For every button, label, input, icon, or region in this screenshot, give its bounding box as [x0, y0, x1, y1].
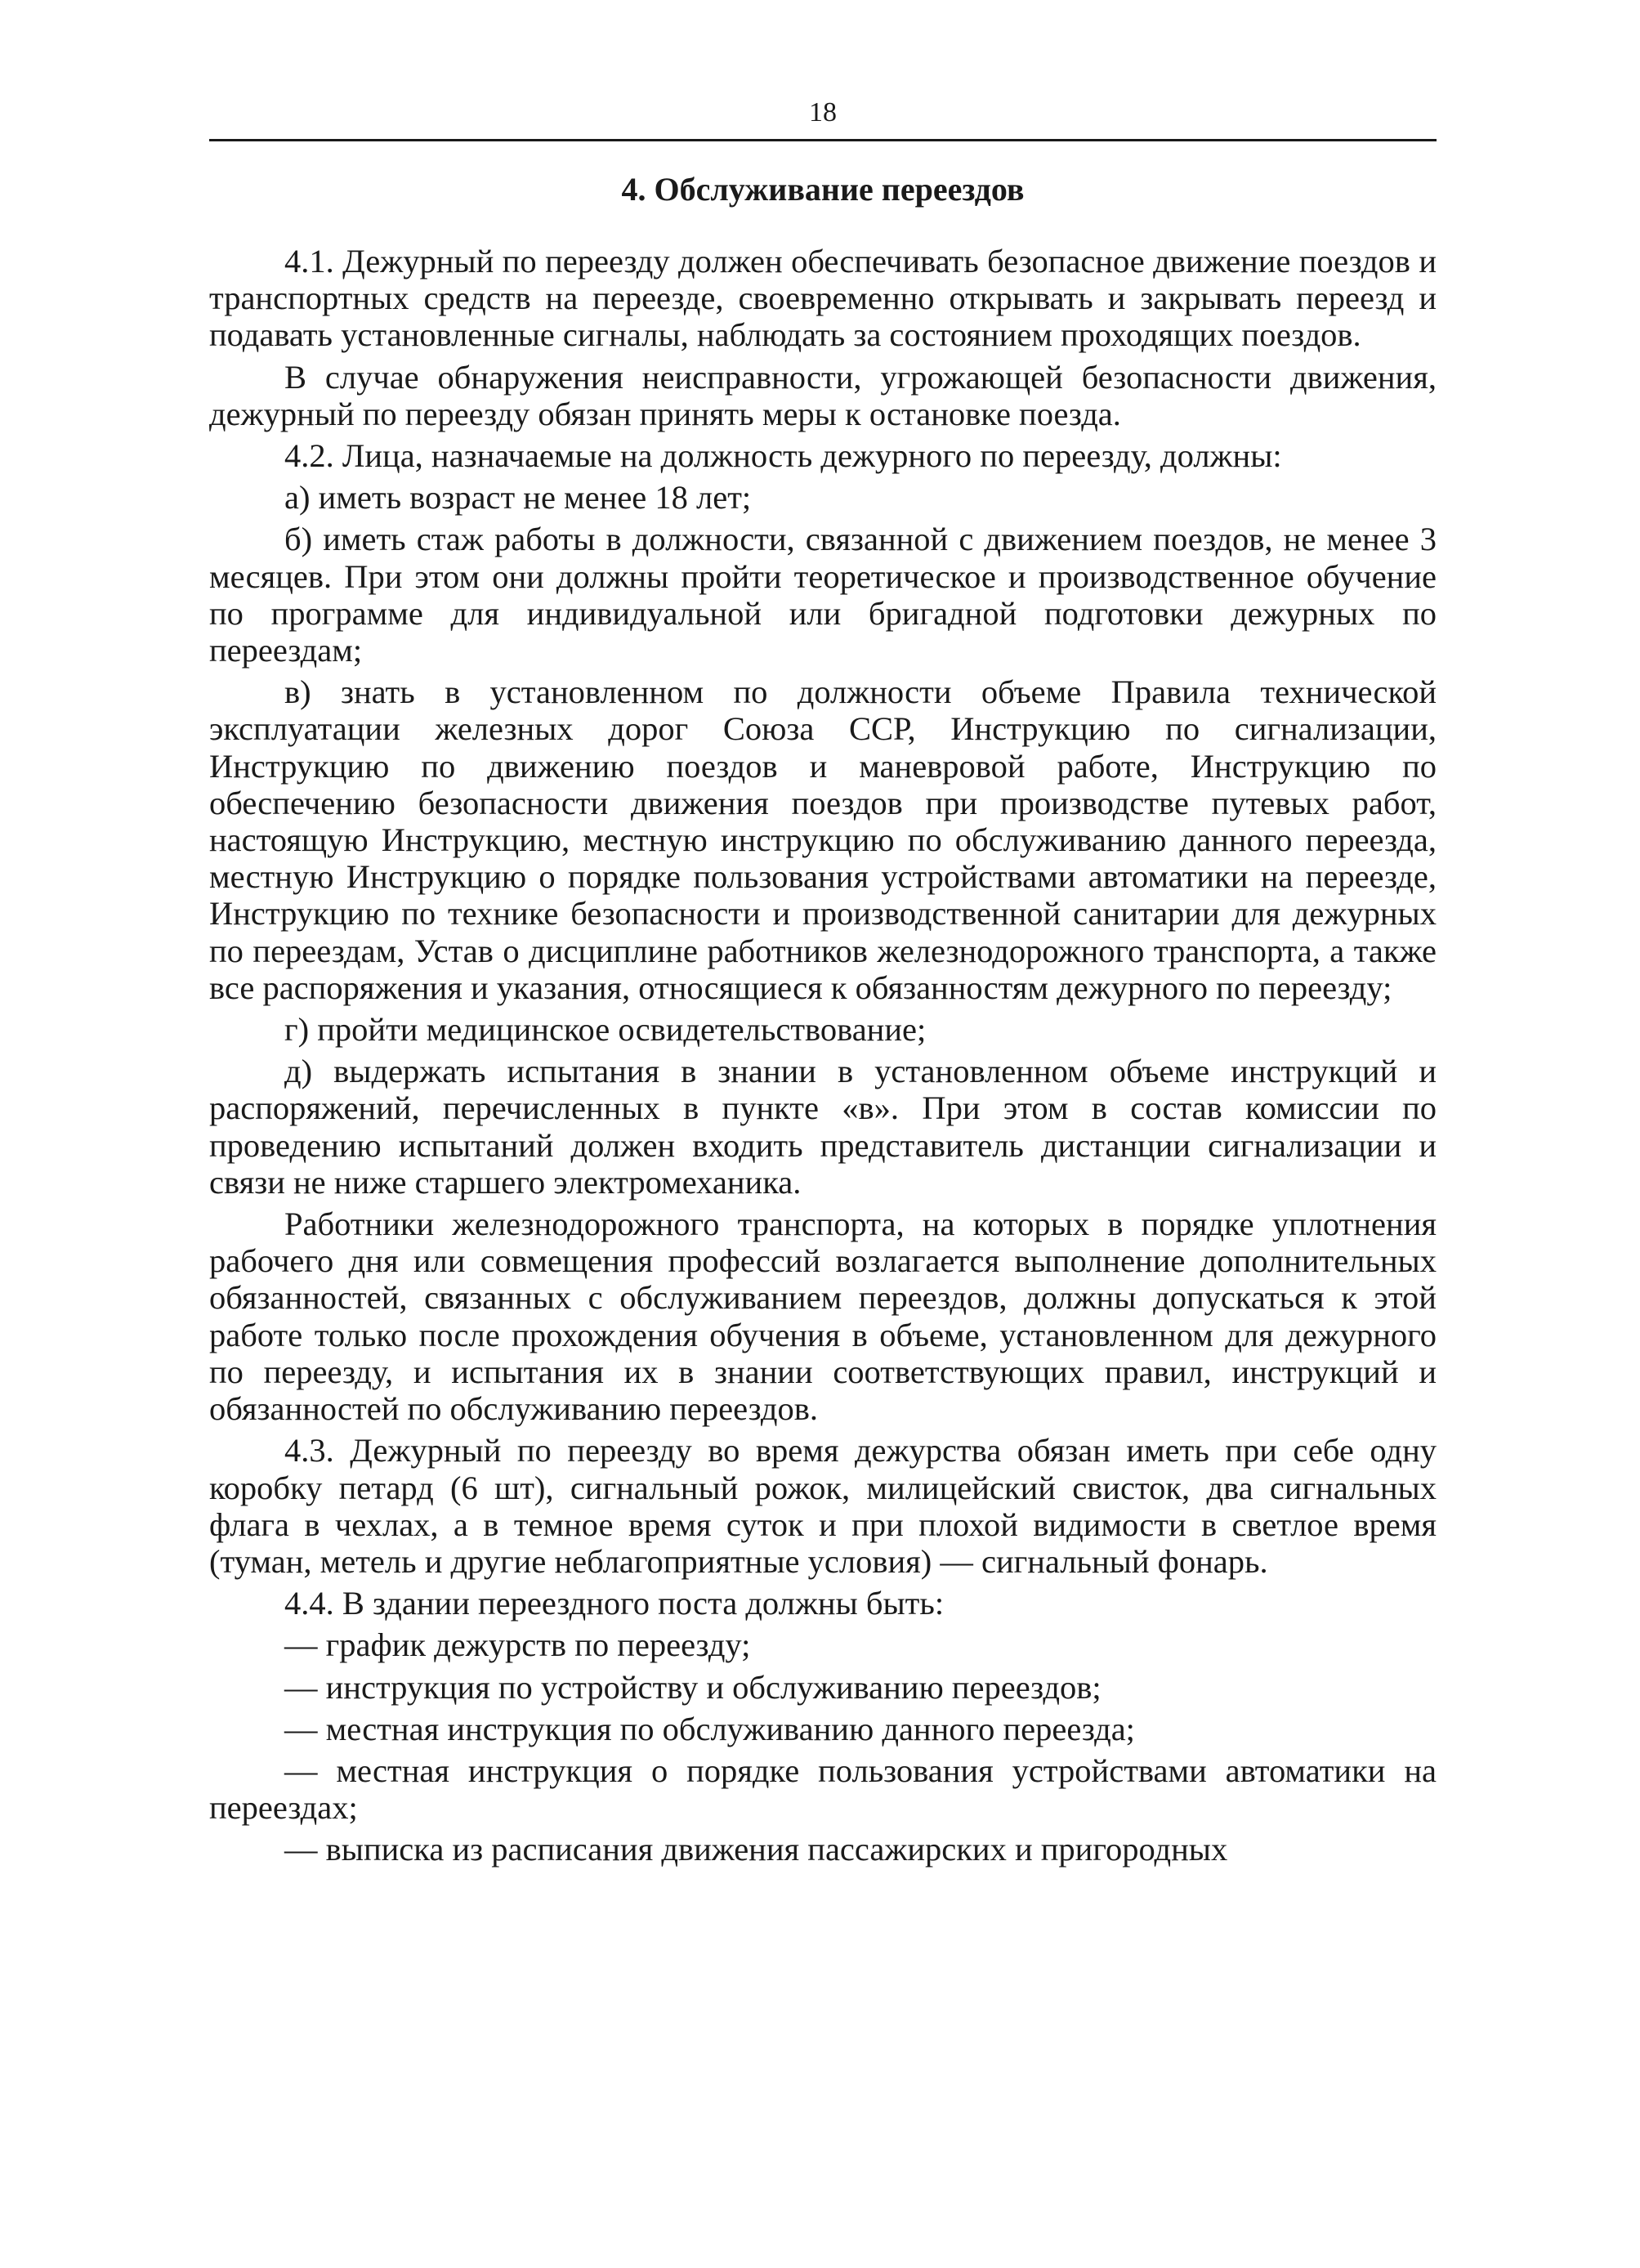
list-item-d: д) выдержать испытания в знании в установленном объеме инструкций и распоряжений, перечисленных в пункте «в». При этом в состав комиссии по проведению испытаний должен входить представитель дистанции сигнализации и связи не ниже старшего электромеханика.	[209, 1053, 1437, 1201]
list-item-b: б) иметь стаж работы в должности, связанной с движением поездов, не менее 3 месяцев. При этом они должны пройти теоретическое и производственное обучение по программе для индивидуальной или бригадной подготовки дежурных по переездам;	[209, 521, 1437, 669]
list-item-g: г) пройти медицинское освидетельствование;	[284, 1011, 927, 1049]
paragraph-4-3: 4.3. Дежурный по переезду во время дежурства обязан иметь при себе одну коробку петард (6 шт), сигнальный рожок, милицейский свисток, два сигнальных флага в чехлах, а в темное время суток и при плохой видимости в светлое время (туман, метель и другие неблагоприятные условия) — сигнальный фонарь.	[209, 1432, 1437, 1580]
paragraph-4-2: 4.2. Лица, назначаемые на должность дежурного по переезду, должны:	[284, 437, 1282, 475]
section-title: 4. Обслуживание переездов	[621, 171, 1025, 208]
document-page	[209, 96, 1437, 1873]
paragraph-4-4: 4.4. В здании переездного поста должны быть:	[284, 1585, 945, 1622]
paragraph-4-1: 4.1. Дежурный по переезду должен обеспечивать безопасное движение поездов и транспортных средств на переезде, своевременно открывать и закрывать переезд и подавать установленные сигналы, наблюдать за состоянием проходящих поездов.	[209, 243, 1437, 354]
list-item-dash-5: — выписка из расписания движения пассажирских и пригородных	[284, 1831, 1228, 1868]
list-item-dash-2: — инструкция по устройству и обслуживанию переездов;	[284, 1668, 1102, 1706]
list-item-dash-1: — график дежурств по переезду;	[284, 1626, 751, 1664]
list-item-dash-3: — местная инструкция по обслуживанию данного переезда;	[284, 1710, 1135, 1747]
page-number: 18	[809, 97, 837, 127]
body-text	[209, 243, 1437, 1868]
list-item-dash-4: — местная инструкция о порядке пользования устройствами автоматики на переездах;	[209, 1751, 1437, 1827]
list-item-a: а) иметь возраст не менее 18 лет;	[284, 479, 752, 517]
list-item-v: в) знать в установленном по должности объеме Правила технической эксплуатации железных дорог Союза ССР, Инструкцию по сигнализации, Инструкцию по движению поездов и маневровой работе, Инструкцию по обеспечению безопасности движения поездов при производстве путевых работ, настоящую Инструкцию, местную инструкцию по обслуживанию данного переезда, местную Инструкцию о порядке пользования устройствами автоматики на переезде, Инструкцию по технике безопасности и производственной санитарии для дежурных по переездам, Устав о дисциплине работников железнодорожного транспорта, а также все распоряжения и указания, относящиеся к обязанностям дежурного по переезду;	[209, 673, 1437, 1006]
paragraph-4-1-malfunction: В случае обнаружения неисправности, угрожающей безопасности движения, дежурный по переезду обязан принять меры к остановке поезда.	[209, 358, 1437, 432]
paragraph-workers: Работники железнодорожного транспорта, на которых в порядке уплотнения рабочего дня или совмещения профессий возлагается выполнение дополнительных обязанностей, связанных с обслуживанием переездов, должны допускаться к этой работе только после прохождения обучения в объеме, установленном для дежурного по переезду, и испытания их в знании соответствующих правил, инструкций и обязанностей по обслуживанию переездов.	[209, 1206, 1437, 1428]
header-rule	[209, 139, 1437, 141]
